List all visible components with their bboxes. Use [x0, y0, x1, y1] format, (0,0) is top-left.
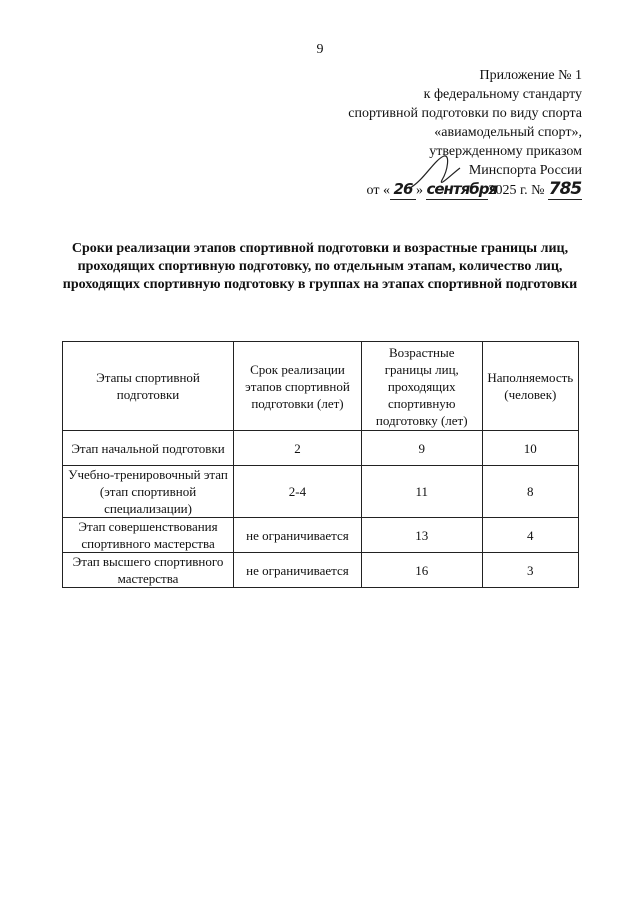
table-row	[63, 553, 579, 588]
table-cell: Этап высшего спортивного мастерства	[63, 553, 234, 588]
table-row	[63, 518, 579, 553]
table-cell: 2-4	[234, 466, 362, 518]
header-age: Возрастные границы лиц, проходящих спортивную подготовку (лет)	[361, 342, 482, 431]
header-duration: Срок реализации этапов спортивной подготовки (лет)	[234, 342, 362, 431]
table-cell: 16	[361, 553, 482, 588]
handwritten-month: сентября	[426, 180, 498, 198]
appendix-line: утвержденному приказом	[429, 144, 582, 159]
handwritten-order-number: 785	[548, 179, 582, 199]
table-cell: 3	[482, 553, 578, 588]
table-cell: не ограничивается	[234, 553, 362, 588]
table-row	[63, 431, 579, 466]
date-mid: »	[415, 183, 423, 198]
stages-table	[62, 341, 579, 588]
signature-stroke	[404, 150, 484, 196]
table-cell: 4	[482, 518, 578, 553]
appendix-line: спортивной подготовки по виду спорта	[348, 106, 582, 121]
appendix-line: Минспорта России	[468, 163, 582, 178]
page-number: 9	[316, 42, 324, 57]
date-prefix: от «	[366, 183, 390, 198]
document-title: Сроки реализации этапов спортивной подготовки и возрастные границы лиц, проходящих спортивную подготовку, по отдельным этапам, количество лиц, проходящих спортивную подготовку в группах на этапах спортивной подготовки	[62, 241, 578, 292]
table-cell: 11	[361, 466, 482, 518]
handwritten-day: 26	[390, 180, 416, 200]
table-cell: 8	[482, 466, 578, 518]
table-cell: Учебно-тренировочный этап (этап спортивной специализации)	[63, 466, 234, 518]
appendix-line: к федеральному стандарту	[423, 87, 582, 102]
table-header-row	[63, 342, 579, 431]
table-cell: 10	[482, 431, 578, 466]
table-cell: Этап начальной подготовки	[63, 431, 234, 466]
appendix-line: «авиамодельный спорт»,	[434, 125, 582, 140]
date-year: 2025 г. №	[488, 183, 545, 198]
table-cell: 13	[361, 518, 482, 553]
table-cell: 2	[234, 431, 362, 466]
table-cell: 9	[361, 431, 482, 466]
table-row	[63, 466, 579, 518]
header-stages: Этапы спортивной подготовки	[63, 342, 234, 431]
table-cell: не ограничивается	[234, 518, 362, 553]
appendix-line: Приложение № 1	[479, 68, 582, 83]
table-cell: Этап совершенствования спортивного мастерства	[63, 518, 234, 553]
header-group-size: Наполняемость (человек)	[482, 342, 578, 431]
